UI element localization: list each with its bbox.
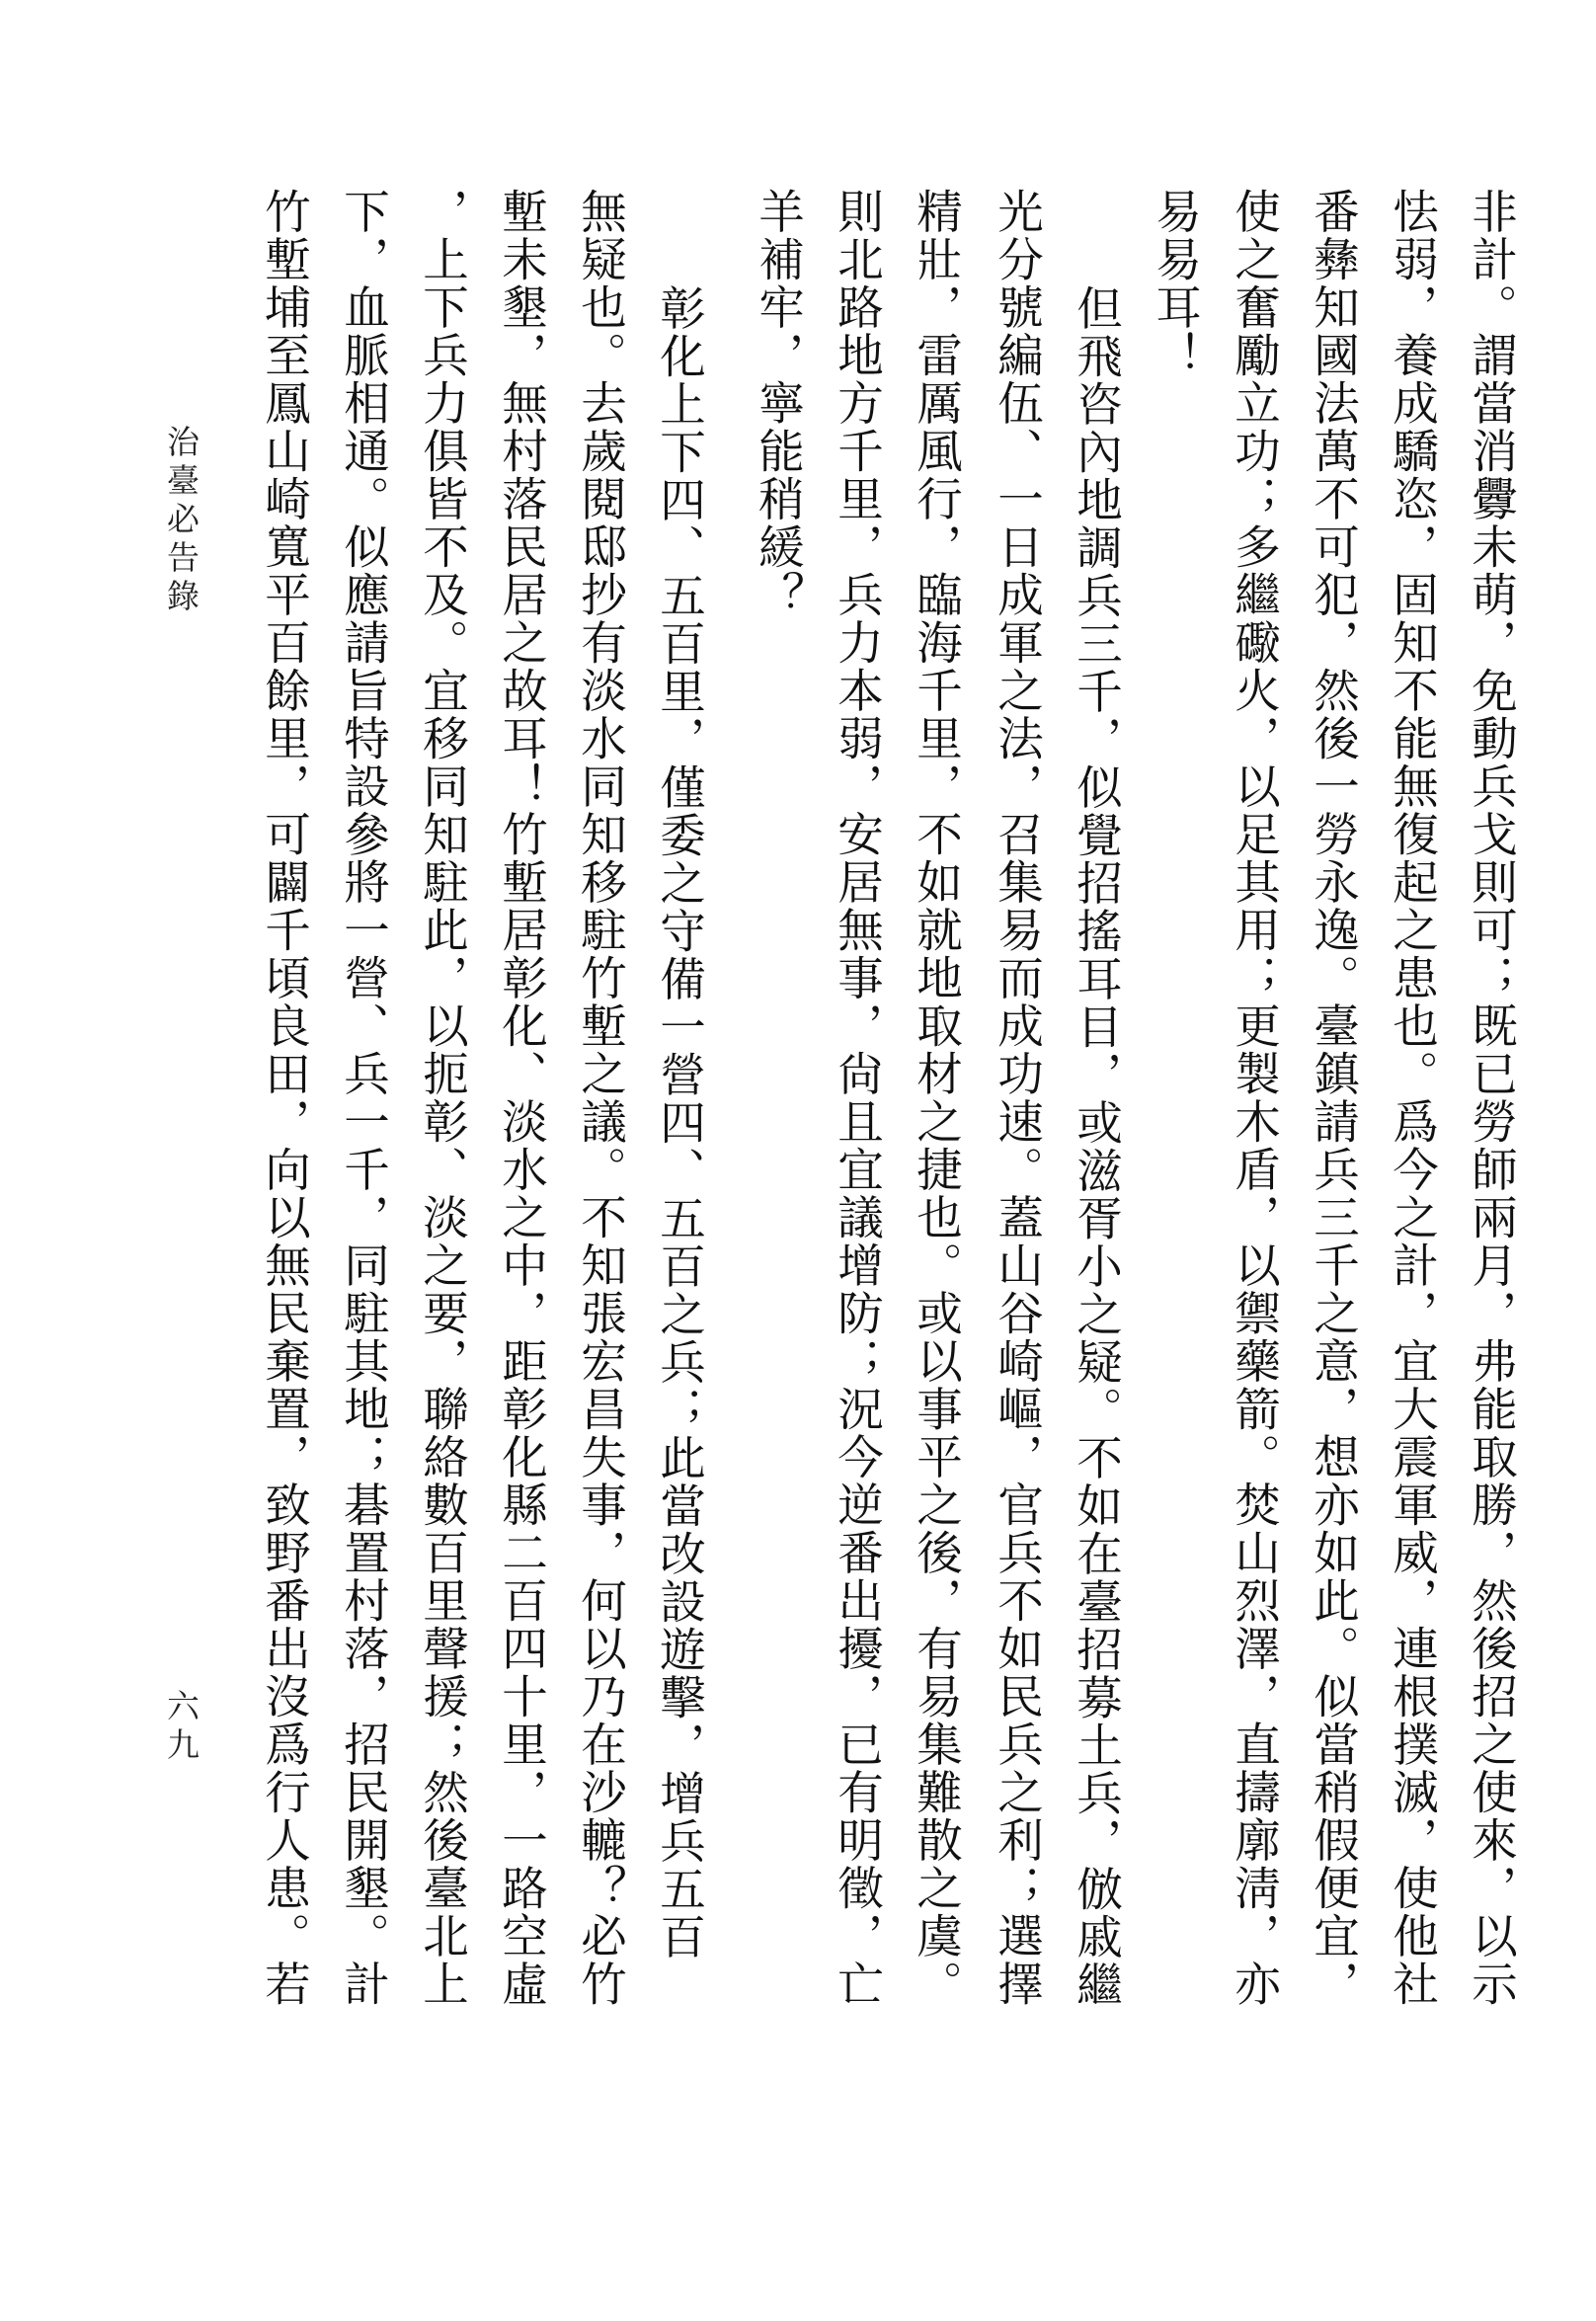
- text-column-3: 番彝知國法萬不可犯，然後一勞永逸。臺鎮請兵三千之意，想亦如此。似當稍假便宜，: [1307, 188, 1360, 2008]
- text-column-1: 非計。謂當消釁未萌，免動兵戈則可；既已勞師兩月，弗能取勝，然後招之使來，以示: [1465, 188, 1518, 2008]
- text-column-4: 使之奮勵立功；多繼礮火，以足其用；更製木盾，以禦藥箭。焚山烈澤，直擣廓淸，亦: [1228, 188, 1281, 2008]
- text-column-14: ，上下兵力俱皆不及。宜移同知駐此，以扼彰、淡之要，聯絡數百里聲援；然後臺北上: [416, 188, 469, 2008]
- text-column-5: 易易耳！: [1149, 188, 1202, 379]
- page-number: 六九: [162, 1689, 200, 1766]
- text-column-13: 塹未墾，無村落民居之故耳！竹塹居彰化、淡水之中，距彰化縣二百四十里，一路空虛: [495, 188, 548, 2008]
- text-column-11: 彰化上下四、五百里，僅委之守備一營四、五百之兵；此當改設遊擊，增兵五百: [653, 284, 706, 1961]
- text-column-9: 則北路地方千里，兵力本弱，安居無事，尙且宜議增防；況今逆番出擾，已有明徵，亡: [831, 188, 884, 2008]
- text-column-7: 光分號編伍、一日成軍之法，召集易而成功速。蓋山谷崎嶇，官兵不如民兵之利；選擇: [991, 188, 1044, 2008]
- text-column-12: 無疑也。去歲閱邸抄有淡水同知移駐竹塹之議。不知張宏昌失事，何以乃在沙轆？必竹: [574, 188, 627, 2008]
- text-column-16: 竹塹埔至鳳山崎寬平百餘里，可闢千頃良田，向以無民棄置，致野番出沒爲行人患。若: [258, 188, 311, 2008]
- text-column-8: 精壯，雷厲風行，臨海千里，不如就地取材之捷也。或以事平之後，有易集難散之虞。: [910, 188, 963, 2008]
- running-title: 治臺必告錄: [162, 425, 200, 617]
- text-column-2: 怯弱，養成驕恣，固知不能無復起之患也。爲今之計，宜大震軍威，連根撲滅，使他社: [1386, 188, 1439, 2008]
- text-column-6: 但飛咨內地調兵三千，似覺招搖耳目，或滋胥小之疑。不如在臺招募土兵，倣戚繼: [1070, 284, 1123, 2009]
- text-column-15: 下，血脈相通。似應請旨特設參將一營、兵一千，同駐其地；碁置村落，招民開墾。計: [337, 188, 390, 2008]
- text-column-10: 羊補牢，寧能稍緩？: [752, 188, 805, 619]
